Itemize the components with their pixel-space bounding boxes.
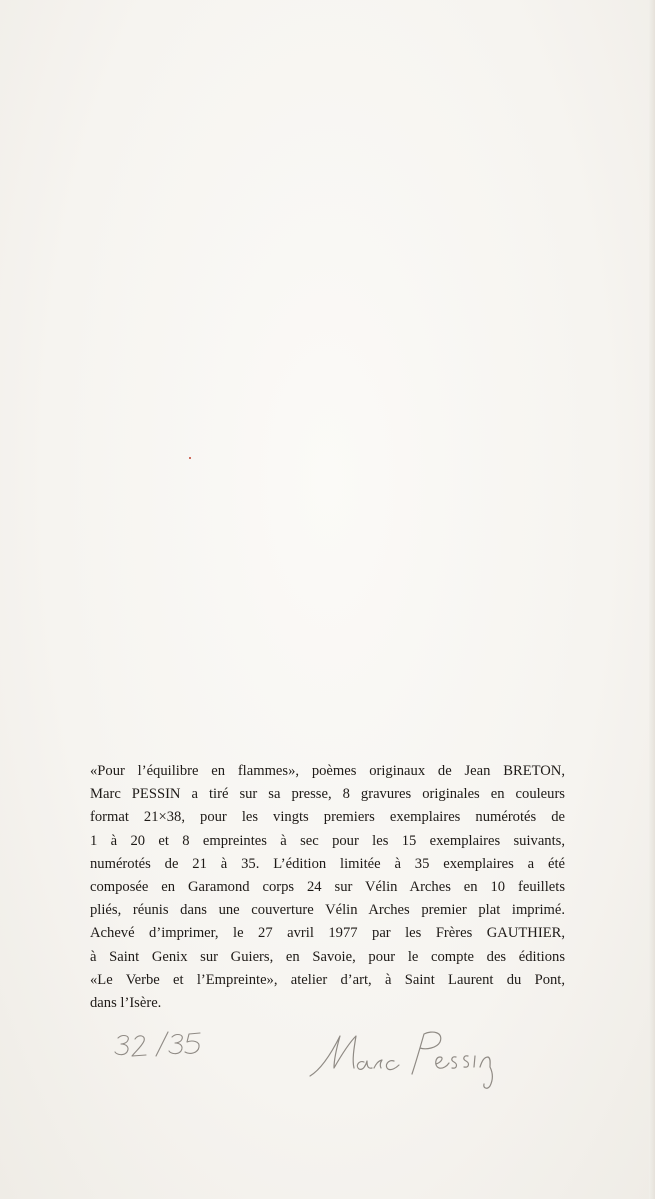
colophon-line: dans l’Isère. <box>90 994 162 1011</box>
colophon-line: «Pour l’équilibre en flammes», poèmes originaux de Jean BRETON, <box>90 763 565 779</box>
colophon-line: composée en Garamond corps 24 sur Vélin Arches en 10 feuillets <box>90 878 565 895</box>
colophon-line: pliés, réunis dans une couverture Vélin Arches premier plat imprimé. <box>90 902 565 919</box>
page-edge <box>649 0 655 1199</box>
paper-speck <box>189 457 191 459</box>
artist-signature <box>304 1026 514 1096</box>
edition-number-handwritten <box>108 1026 218 1066</box>
colophon-line: numérotés de 21 à 35. L’édition limitée à 35 exemplaires a été <box>90 855 565 872</box>
colophon-line: Marc PESSIN a tiré sur sa presse, 8 gravures originales en couleurs <box>90 786 565 803</box>
colophon-line: format 21×38, pour les vingts premiers exemplaires numérotés de <box>90 809 565 826</box>
colophon-line: 1 à 20 et 8 empreintes à sec pour les 15 exemplaires suivants, <box>90 832 565 849</box>
colophon-line: «Le Verbe et l’Empreinte», atelier d’art, à Saint Laurent du Pont, <box>90 971 565 988</box>
colophon-line: à Saint Genix sur Guiers, en Savoie, pour le compte des éditions <box>90 948 565 965</box>
colophon-line: Achevé d’imprimer, le 27 avril 1977 par les Frères GAUTHIER, <box>90 925 565 942</box>
colophon-text <box>90 760 565 1015</box>
